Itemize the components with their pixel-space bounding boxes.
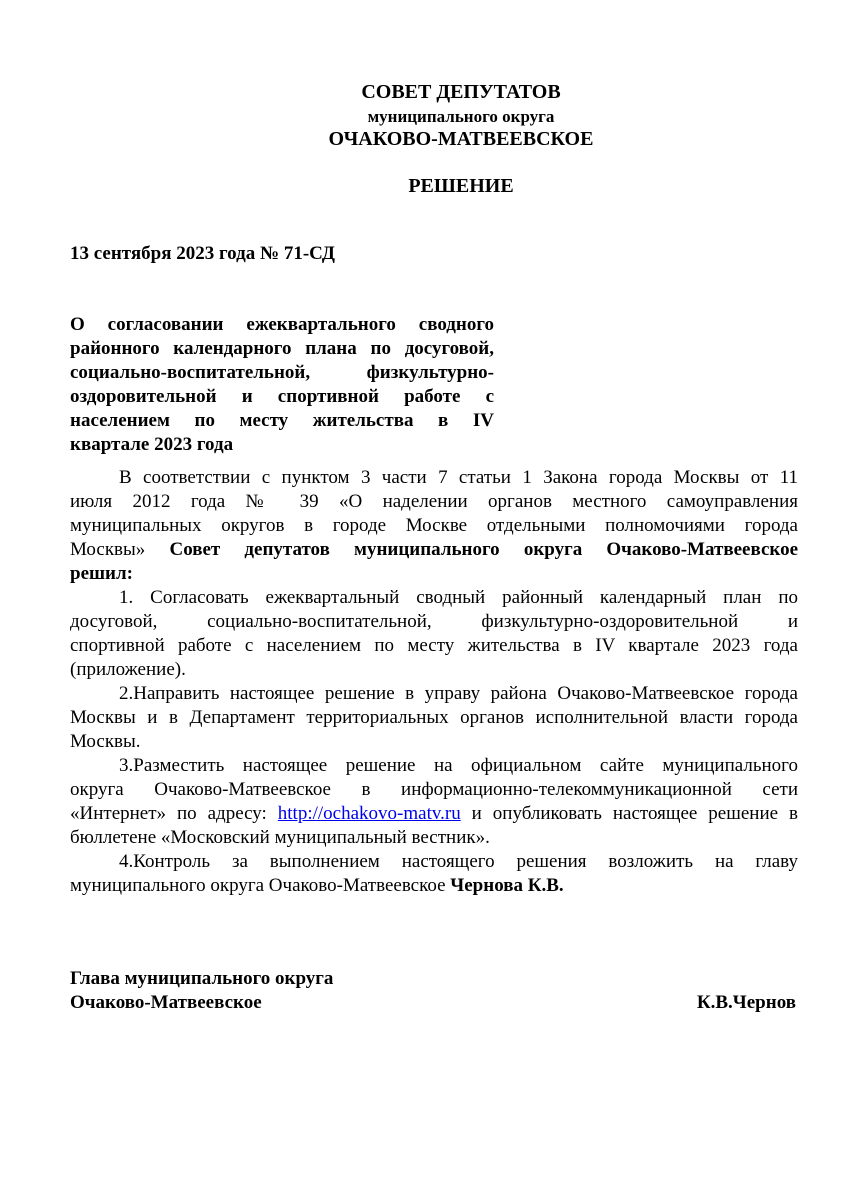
website-link[interactable]: http://ochakovo-matv.ru xyxy=(277,803,461,824)
responsible-person: Чернова К.В. xyxy=(450,875,564,896)
signatory-title: Глава муниципального округа xyxy=(70,968,334,989)
subject-line: О согласовании ежеквартального сводного xyxy=(70,314,494,335)
council-name-bold: Совет депутатов муниципального округа Очаково-Матвеевское xyxy=(169,539,799,560)
item-1-line: 1. Согласовать ежеквартальный сводный районный календарный план по xyxy=(119,587,798,608)
preamble-text: Москвы» xyxy=(70,539,146,560)
decision-subject xyxy=(70,313,494,457)
signatory-name: К.В.Чернов xyxy=(696,992,796,1013)
subject-line: оздоровительной и спортивной работе с xyxy=(70,386,494,407)
district-name: ОЧАКОВО-МАТВЕЕВСКОЕ xyxy=(328,128,594,150)
subject-line: социально-воспитательной, физкультурно- xyxy=(70,362,494,383)
preamble-line: июля 2012 года № 39 «О наделении органов местного самоуправления xyxy=(70,491,798,512)
preamble-decided xyxy=(70,562,798,586)
item-3-text: «Интернет» по адресу: xyxy=(70,803,267,824)
signatory-district: Очаково-Матвеевское xyxy=(70,992,262,1013)
decided-colon: : xyxy=(126,563,133,584)
item-1-line: спортивной работе с населением по месту жительства в IV квартале 2023 года xyxy=(70,635,798,656)
item-4-text: муниципального округа Очаково-Матвеевское xyxy=(70,875,446,896)
preamble-line: муниципальных округов в городе Москве отдельными полномочиями города xyxy=(70,515,798,536)
preamble-line xyxy=(70,538,798,562)
document-type: РЕШЕНИЕ xyxy=(408,175,514,197)
item-3-line: 3.Разместить настоящее решение на официальном сайте муниципального xyxy=(119,755,798,776)
subject-line: населением по месту жительства в IV xyxy=(70,410,494,431)
item-1-line: (приложение). xyxy=(70,659,186,680)
item-3-line xyxy=(70,802,798,826)
subject-line: районного календарного плана по досуговой, xyxy=(70,338,494,359)
item-3-text: и опубликовать настоящее решение в xyxy=(471,803,798,824)
council-title: СОВЕТ ДЕПУТАТОВ xyxy=(361,81,561,103)
item-4-line: 4.Контроль за выполнением настоящего решения возложить на главу xyxy=(119,851,798,872)
district-label: муниципального округа xyxy=(367,107,555,126)
item-2-line: Москвы. xyxy=(70,731,141,752)
decided-word: решил xyxy=(70,563,127,584)
item-1-line: досуговой, социально-воспитательной, физкультурно-оздоровительной и xyxy=(70,611,798,632)
decision-date-number: 13 сентября 2023 года № 71-СД xyxy=(70,243,335,264)
item-2-line: Москвы и в Департамент территориальных органов исполнительной власти города xyxy=(70,707,798,728)
item-4-line xyxy=(70,874,798,898)
item-3-line: бюллетене «Московский муниципальный вестник». xyxy=(70,827,490,848)
item-3-line: округа Очаково-Матвеевское в информационно-телекоммуникационной сети xyxy=(70,779,798,800)
preamble-line: В соответствии с пунктом 3 части 7 статьи 1 Закона города Москвы от 11 xyxy=(119,467,798,488)
item-2-line: 2.Направить настоящее решение в управу района Очаково-Матвеевское города xyxy=(119,683,798,704)
subject-line: квартале 2023 года xyxy=(70,434,234,455)
